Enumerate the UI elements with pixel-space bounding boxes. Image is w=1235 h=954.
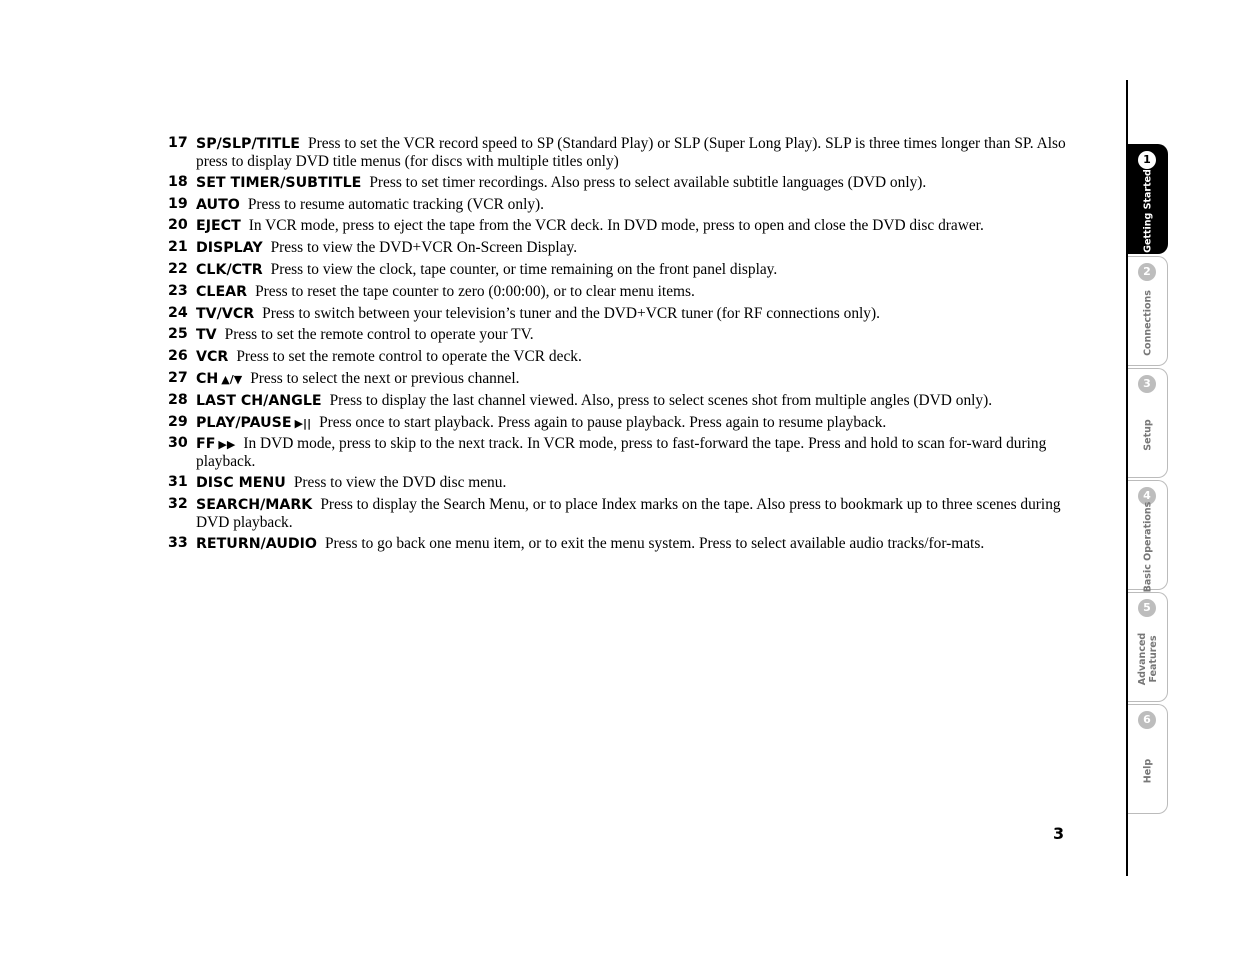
button-entry-26 bbox=[168, 348, 1068, 366]
button-entry-30 bbox=[168, 435, 1068, 470]
entry-number: 27 bbox=[168, 369, 188, 386]
entry-number: 23 bbox=[168, 282, 188, 299]
button-entry-20 bbox=[168, 217, 1068, 235]
entry-description: Press to resume automatic tracking (VCR only). bbox=[247, 195, 545, 213]
entry-number: 24 bbox=[168, 304, 188, 321]
chapter-number-icon: 1 bbox=[1138, 151, 1156, 169]
entry-label bbox=[196, 371, 242, 387]
chapter-tab-3[interactable] bbox=[1128, 368, 1168, 478]
page-number: 3 bbox=[1053, 824, 1065, 843]
chapter-tab-label: Basic Operations bbox=[1142, 501, 1154, 593]
entry-label-text: VCR bbox=[196, 349, 229, 366]
entry-description: Press to display the last channel viewed. Also, press to select scenes shot from multiple angles (DVD only). bbox=[329, 391, 993, 409]
chapter-tab-label: Connections bbox=[1142, 290, 1154, 356]
button-entry-27 bbox=[168, 370, 1068, 388]
entry-number: 29 bbox=[168, 413, 188, 430]
entry-label bbox=[196, 393, 322, 409]
entry-label bbox=[196, 306, 254, 322]
entry-label-text: DISC MENU bbox=[196, 475, 286, 492]
entry-description: Press to select the next or previous channel. bbox=[250, 369, 520, 387]
button-symbol-icon: ▶▶ bbox=[218, 438, 236, 452]
chapter-tab-4[interactable] bbox=[1128, 480, 1168, 593]
entry-number: 26 bbox=[168, 348, 188, 365]
entry-label bbox=[196, 175, 361, 191]
button-entry-25 bbox=[168, 326, 1068, 344]
button-entry-31 bbox=[168, 474, 1068, 492]
button-entry-23 bbox=[168, 283, 1068, 301]
chapter-tab-label: Help bbox=[1142, 758, 1154, 784]
entry-label-text: TV/VCR bbox=[196, 305, 255, 322]
entry-label-text: TV bbox=[196, 327, 217, 344]
button-symbol-icon: ▲/▼ bbox=[221, 372, 243, 386]
entry-number: 33 bbox=[168, 534, 188, 551]
entry-number: 18 bbox=[168, 173, 188, 190]
entry-description: Press to set the remote control to operate the VCR deck. bbox=[236, 348, 582, 366]
entry-number: 25 bbox=[168, 326, 188, 343]
entry-label bbox=[196, 284, 247, 300]
entry-description: Press to set timer recordings. Also press to select available subtitle languages (DVD only). bbox=[369, 173, 927, 191]
entry-label-text: SP/SLP/TITLE bbox=[196, 136, 301, 152]
entry-description: Press to view the DVD disc menu. bbox=[293, 474, 507, 492]
entry-number: 31 bbox=[168, 474, 188, 491]
entry-label-text: EJECT bbox=[196, 218, 241, 235]
entry-number: 21 bbox=[168, 239, 188, 256]
button-entry-22 bbox=[168, 261, 1068, 279]
entry-description: In VCR mode, press to eject the tape from the VCR deck. In DVD mode, press to open and close the DVD disc drawer. bbox=[248, 217, 984, 235]
entry-label bbox=[196, 475, 286, 491]
button-entry-18 bbox=[168, 174, 1068, 192]
entry-number: 32 bbox=[168, 495, 188, 512]
entry-label bbox=[196, 240, 263, 256]
entry-description: Press to view the DVD+VCR On-Screen Display. bbox=[270, 239, 578, 257]
entry-label-text: AUTO bbox=[196, 196, 240, 213]
button-entry-33 bbox=[168, 535, 1068, 553]
entry-description: In DVD mode, press to skip to the next track. In VCR mode, press to fast-forward the tape. Press and hold to scan for-ward during playback. bbox=[196, 435, 1047, 471]
entry-description: Press to switch between your television’s tuner and the DVD+VCR tuner (for RF connections only). bbox=[262, 304, 880, 322]
button-entry-28 bbox=[168, 392, 1068, 410]
entry-label bbox=[196, 415, 311, 431]
entry-label-text: DISPLAY bbox=[196, 240, 263, 257]
chapter-tab-2[interactable] bbox=[1128, 256, 1168, 366]
entry-number: 22 bbox=[168, 260, 188, 277]
entry-label-text: FF bbox=[196, 436, 216, 453]
entry-number: 28 bbox=[168, 391, 188, 408]
chapter-tab-5[interactable] bbox=[1128, 592, 1168, 702]
entry-description: Press to view the clock, tape counter, or time remaining on the front panel display. bbox=[270, 260, 778, 278]
chapter-tab-label: Advanced Features bbox=[1137, 632, 1159, 686]
chapter-number-icon: 2 bbox=[1138, 263, 1156, 281]
button-entry-24 bbox=[168, 305, 1068, 323]
chapter-tab-label: Getting Started bbox=[1142, 169, 1154, 253]
chapter-tab-label: Setup bbox=[1142, 419, 1154, 451]
entry-number: 19 bbox=[168, 195, 188, 212]
chapter-number-icon: 4 bbox=[1138, 487, 1156, 505]
entry-label bbox=[196, 136, 300, 152]
remote-button-descriptions bbox=[168, 135, 1068, 557]
chapter-tab-1[interactable] bbox=[1128, 144, 1168, 254]
entry-label bbox=[196, 327, 217, 343]
chapter-tab-6[interactable] bbox=[1128, 704, 1168, 814]
entry-label-text: CLK/CTR bbox=[196, 261, 263, 278]
entry-description: Press to go back one menu item, or to exit the menu system. Press to select available audio tracks/for-mats. bbox=[324, 534, 985, 552]
entry-label bbox=[196, 349, 228, 365]
entry-label-text: PLAY/PAUSE bbox=[196, 414, 292, 431]
button-entry-17 bbox=[168, 135, 1068, 170]
button-symbol-icon: ▶|| bbox=[294, 416, 312, 430]
entry-label-text: SEARCH/MARK bbox=[196, 496, 313, 513]
entry-label-text: SET TIMER/SUBTITLE bbox=[196, 174, 362, 191]
entry-description: Press once to start playback. Press again to pause playback. Press again to resume playback. bbox=[319, 413, 887, 431]
button-entry-21 bbox=[168, 239, 1068, 257]
entry-label bbox=[196, 262, 263, 278]
button-entry-32 bbox=[168, 496, 1068, 531]
entry-label-text: LAST CH/ANGLE bbox=[196, 392, 322, 409]
entry-label bbox=[196, 218, 241, 234]
entry-label-text: CH bbox=[196, 370, 219, 387]
entry-description: Press to display the Search Menu, or to place Index marks on the tape. Also press to bookmark up to three scenes during DVD playback. bbox=[196, 495, 1061, 531]
entry-number: 17 bbox=[168, 135, 188, 151]
entry-label bbox=[196, 497, 312, 513]
entry-label-text: CLEAR bbox=[196, 283, 248, 300]
button-entry-19 bbox=[168, 196, 1068, 214]
entry-description: Press to set the remote control to operate your TV. bbox=[224, 326, 534, 344]
entry-label bbox=[196, 436, 235, 452]
chapter-number-icon: 3 bbox=[1138, 375, 1156, 393]
chapter-number-icon: 6 bbox=[1138, 711, 1156, 729]
chapter-number-icon: 5 bbox=[1138, 599, 1156, 617]
entry-description: Press to reset the tape counter to zero (0:00:00), or to clear menu items. bbox=[255, 282, 695, 300]
entry-number: 20 bbox=[168, 217, 188, 234]
entry-label bbox=[196, 536, 317, 552]
button-entry-29 bbox=[168, 414, 1068, 432]
entry-label-text: RETURN/AUDIO bbox=[196, 535, 317, 552]
entry-label bbox=[196, 197, 240, 213]
entry-number: 30 bbox=[168, 435, 188, 452]
entry-description: Press to set the VCR record speed to SP (Standard Play) or SLP (Super Long Play). SLP is three times longer than SP. Also press to display DVD title menus (for discs with multiple titles only) bbox=[196, 135, 1066, 170]
